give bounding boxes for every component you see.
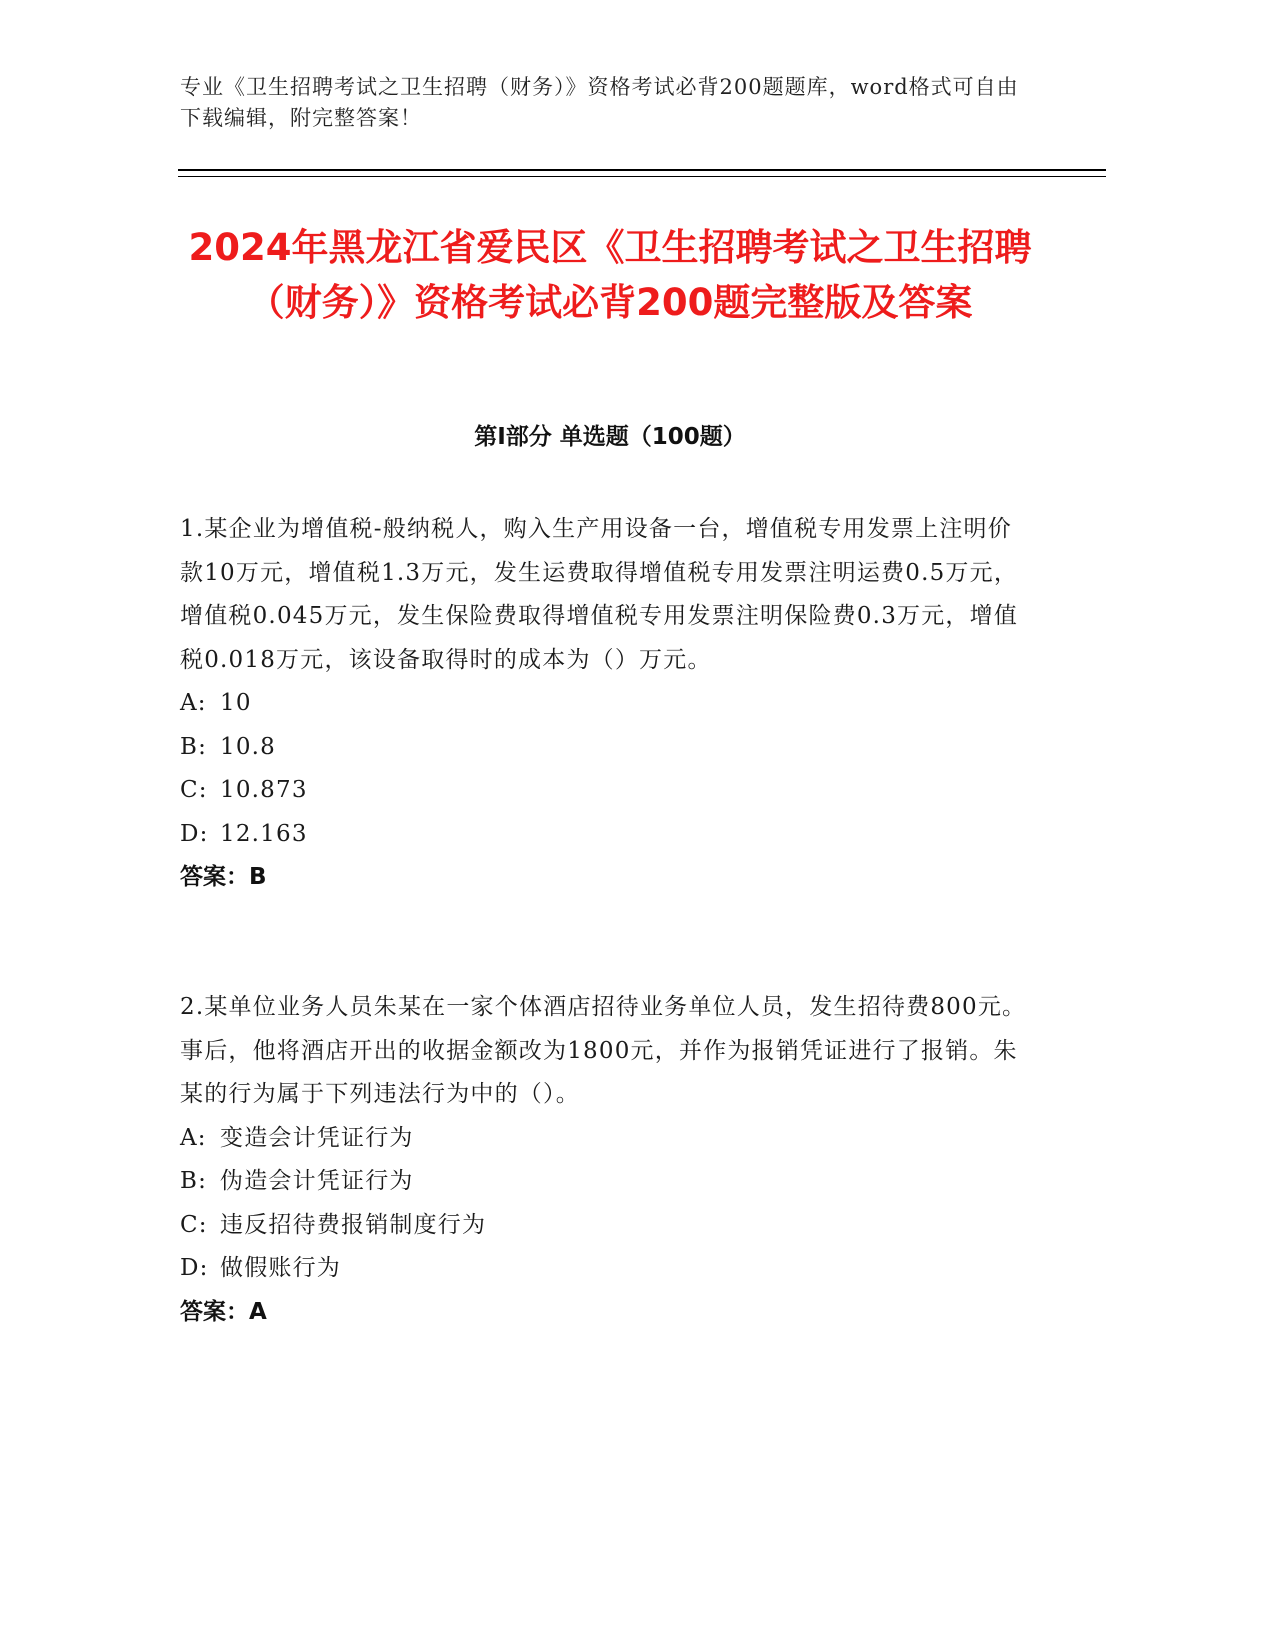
- question-1: [180, 508, 1030, 900]
- option-b: [180, 1160, 1030, 1204]
- option-c: [180, 769, 1030, 813]
- option-text: 做假账行为: [220, 1255, 341, 1281]
- answer-line: 答案：A: [180, 1298, 267, 1325]
- header-note: 专业《卫生招聘考试之卫生招聘（财务）》资格考试必背200题题库，word格式可自由下载编辑，附完整答案！: [180, 75, 1019, 130]
- option-c: [180, 1204, 1030, 1248]
- section-heading: 第Ⅰ部分 单选题（100题）: [474, 424, 746, 450]
- option-letter: C:: [180, 1211, 208, 1238]
- question-stem: 1.某企业为增值税-般纳税人，购入生产用设备一台，增值税专用发票上注明价款10万元，增值税1.3万元，发生运费取得增值税专用发票注明运费0.5万元，增值税0.045万元，发生保险费取得增值税专用发票注明保险费0.3万元，增值税0.018万元，该设备取得时的成本为（）万元。: [180, 516, 1019, 673]
- option-letter: A:: [180, 1124, 207, 1151]
- question-2: [180, 986, 1030, 1334]
- option-letter: C:: [180, 777, 208, 803]
- header-divider-thick: [178, 169, 1106, 171]
- option-a: [180, 682, 1030, 726]
- option-a: [180, 1117, 1030, 1161]
- option-text: 伪造会计凭证行为: [220, 1168, 414, 1194]
- option-text: 违反招待费报销制度行为: [220, 1211, 487, 1238]
- option-letter: D:: [180, 1255, 209, 1281]
- option-d: [180, 813, 1030, 857]
- option-text: 10.873: [220, 777, 308, 803]
- option-text: 10: [220, 690, 252, 716]
- option-text: 变造会计凭证行为: [220, 1124, 414, 1151]
- document-title: 2024年黑龙江省爱民区《卫生招聘考试之卫生招聘（财务）》资格考试必背200题完整版及答案: [188, 226, 1032, 324]
- question-stem: 2.某单位业务人员朱某在一家个体酒店招待业务单位人员，发生招待费800元。事后，他将酒店开出的收据金额改为1800元，并作为报销凭证进行了报销。朱某的行为属于下列违法行为中的（）。: [180, 994, 1027, 1107]
- option-letter: B:: [180, 733, 208, 760]
- option-d: [180, 1247, 1030, 1291]
- answer-line: 答案：B: [180, 864, 267, 890]
- option-text: 10.8: [220, 733, 277, 760]
- option-b: [180, 726, 1030, 770]
- option-letter: A:: [180, 690, 207, 716]
- option-text: 12.163: [220, 820, 308, 847]
- header-divider-thin: [178, 176, 1106, 177]
- option-letter: D:: [180, 820, 209, 847]
- option-letter: B:: [180, 1168, 208, 1194]
